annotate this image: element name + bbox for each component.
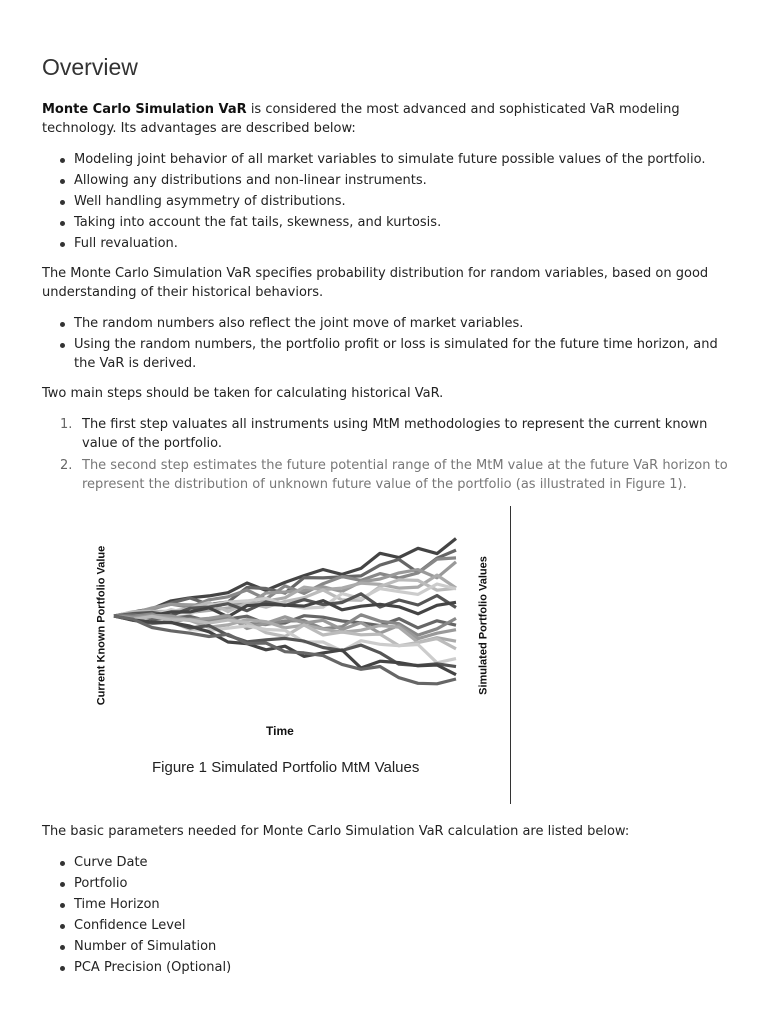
list-item-text: Portfolio <box>74 876 128 891</box>
parameters-list <box>42 853 732 977</box>
intro-bold-term: Monte Carlo Simulation VaR <box>42 102 247 117</box>
list-item <box>42 150 732 169</box>
list-item-text: PCA Precision (Optional) <box>74 960 232 975</box>
list-item-text: Full revaluation. <box>74 236 178 251</box>
list-item <box>42 234 732 253</box>
y-axis-label-right: Simulated Portfolio Values <box>477 556 490 695</box>
steps-intro-paragraph: Two main steps should be taken for calculating historical VaR. <box>42 386 444 401</box>
list-item-text: Curve Date <box>74 855 148 870</box>
bullet-icon <box>60 158 65 163</box>
bullet-icon <box>60 343 65 348</box>
divider-line <box>510 506 511 804</box>
bullet-icon <box>60 903 65 908</box>
bullet-icon <box>60 882 65 887</box>
list-item-text: Well handling asymmetry of distributions. <box>74 194 346 209</box>
list-item-text: Time Horizon <box>74 897 160 912</box>
y-axis-label-left: Current Known Portfolio Value <box>95 545 108 706</box>
bullet-icon <box>60 945 65 950</box>
list-item-text: Allowing any distributions and non-linear instruments. <box>74 173 427 188</box>
list-item-text: Modeling joint behavior of all market variables to simulate future possible values of the portfolio. <box>74 152 706 167</box>
parameters-intro-paragraph: The basic parameters needed for Monte Carlo Simulation VaR calculation are listed below: <box>42 824 630 839</box>
x-axis-label: Time <box>266 724 294 738</box>
random-numbers-list <box>42 314 732 373</box>
figure-caption: Figure 1 Simulated Portfolio MtM Values <box>152 759 420 776</box>
bullet-icon <box>60 966 65 971</box>
bullet-icon <box>60 322 65 327</box>
list-item-text: Confidence Level <box>74 918 186 933</box>
intro-rest: is considered the most advanced and sophisticated VaR modeling technology. Its advantages are described below: <box>42 102 680 136</box>
advantages-list <box>42 150 732 253</box>
document-page <box>42 52 732 988</box>
figure-simulated-mtm <box>42 506 732 806</box>
step-text: The first step valuates all instruments using MtM methodologies to represent the current known value of the portfolio. <box>82 417 708 451</box>
step-item <box>42 456 732 494</box>
bullet-icon <box>60 924 65 929</box>
distribution-paragraph: The Monte Carlo Simulation VaR specifies probability distribution for random variables, based on good understanding of their historical behaviors. <box>42 266 709 300</box>
bullet-icon <box>60 200 65 205</box>
step-item <box>42 415 732 453</box>
intro-paragraph <box>42 100 732 138</box>
list-item <box>42 335 732 373</box>
list-item-text: The random numbers also reflect the joint move of market variables. <box>74 316 524 331</box>
list-item-text: Number of Simulation <box>74 939 217 954</box>
list-item-text: Using the random numbers, the portfolio profit or loss is simulated for the future time horizon, and the VaR is derived. <box>74 337 718 371</box>
list-item <box>42 895 732 914</box>
list-item <box>42 916 732 935</box>
list-item <box>42 874 732 893</box>
list-item-text: Taking into account the fat tails, skewness, and kurtosis. <box>74 215 442 230</box>
list-item <box>42 171 732 190</box>
simulation-paths-plot <box>42 506 512 746</box>
step-number: 2. <box>60 458 73 473</box>
step-text: The second step estimates the future potential range of the MtM value at the future VaR horizon to represent the distribution of unknown future value of the portfolio (as illustrated in Figure 1). <box>82 458 728 492</box>
list-item <box>42 213 732 232</box>
list-item <box>42 192 732 211</box>
bullet-icon <box>60 242 65 247</box>
list-item <box>42 958 732 977</box>
bullet-icon <box>60 221 65 226</box>
list-item <box>42 937 732 956</box>
steps-list <box>42 415 732 494</box>
list-item <box>42 314 732 333</box>
list-item <box>42 853 732 872</box>
step-number: 1. <box>60 417 73 432</box>
bullet-icon <box>60 861 65 866</box>
bullet-icon <box>60 179 65 184</box>
page-title: Overview <box>42 54 138 80</box>
